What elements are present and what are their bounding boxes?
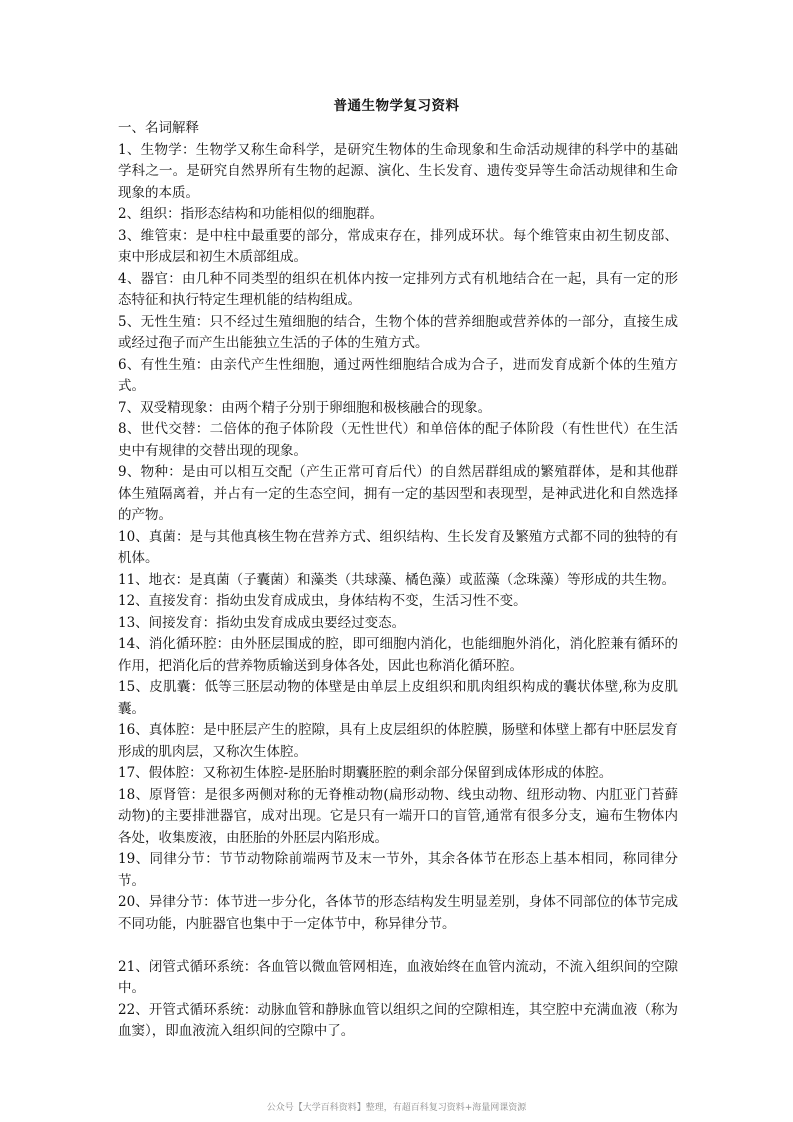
definition-entry-6: 6、有性生殖：由亲代产生性细胞，通过两性细胞结合成为合子，进而发育成新个体的生殖方式。 [118, 356, 678, 394]
definition-entry-1: 1、生物学：生物学又称生命科学，是研究生物体的生命现象和生命活动规律的科学中的基础学科之一。是研究自然界所有生物的起源、演化、生长发育、遗传变异等生命活动规律和生命现象的本质。 [118, 141, 678, 201]
definition-entry-17: 17、假体腔：又称初生体腔-是胚胎时期囊胚腔的剩余部分保留到成体形成的体腔。 [118, 765, 613, 781]
definition-entry-12: 12、直接发育：指幼虫发育成成虫，身体结构不变，生活习性不变。 [118, 593, 527, 609]
definition-entry-8: 8、世代交替：二倍体的孢子体阶段（无性世代）和单倍体的配子体阶段（有性世代）在生活史中有规律的交替出现的现象。 [118, 421, 678, 459]
section-heading: 一、名词解释 [118, 120, 199, 136]
definition-entry-4: 4、器官：由几种不同类型的组织在机体内按一定排列方式有机地结合在一起，具有一定的形态特征和执行特定生理机能的结构组成。 [118, 270, 678, 308]
definition-entry-10: 10、真菌：是与其他真核生物在营养方式、组织结构、生长发育及繁殖方式都不同的独特的有机体。 [118, 528, 678, 566]
footer-watermark: 公众号【大学百科资料】整理，有超百科复习资料+海量网课资源 [266, 1103, 527, 1113]
definition-entry-20: 20、异律分节：体节进一步分化，各体节的形态结构发生明显差别，身体不同部位的体节完成不同功能，内脏器官也集中于一定体节中，称异律分节。 [118, 894, 678, 932]
definition-entry-15: 15、皮肌囊：低等三胚层动物的体壁是由单层上皮组织和肌肉组织构成的囊状体壁,称为皮肌囊。 [118, 679, 678, 717]
definition-entry-7: 7、双受精现象：由两个精子分别于卵细胞和极核融合的现象。 [118, 399, 492, 416]
definition-entry-14: 14、消化循环腔：由外胚层围成的腔，即可细胞内消化，也能细胞外消化，消化腔兼有循环的作用，把消化后的营养物质输送到身体各处，因此也称消化循环腔。 [118, 636, 678, 674]
document-title: 普通生物学复习资料 [333, 98, 460, 114]
definition-entry-22: 22、开管式循环系统：动脉血管和静脉血管以组织之间的空隙相连，其空腔中充满血液（称为血窦），即血液流入组织间的空隙中了。 [118, 1001, 678, 1039]
definition-entry-11: 11、地衣：是真菌（子囊菌）和藻类（共球藻、橘色藻）或蓝藻（念珠藻）等形成的共生物。 [118, 571, 676, 588]
definition-entry-16: 16、真体腔：是中胚层产生的腔隙，具有上皮层组织的体腔膜，肠壁和体壁上都有中胚层发育形成的肌肉层，又称次生体腔。 [118, 722, 678, 760]
definition-entry-21: 21、闭管式循环系统：各血管以微血管网相连，血液始终在血管内流动，不流入组织间的空隙中。 [118, 958, 678, 996]
definition-entry-19: 19、同律分节：节节动物除前端两节及末一节外，其余各体节在形态上基本相同，称同律分节。 [118, 851, 678, 889]
definition-entry-5: 5、无性生殖：只不经过生殖细胞的结合，生物个体的营养细胞或营养体的一部分，直接生成或经过孢子而产生出能独立生活的子体的生殖方式。 [118, 313, 678, 351]
document-body [118, 118, 678, 1043]
definition-entry-9: 9、物种：是由可以相互交配（产生正常可育后代）的自然居群组成的繁殖群体，是和其他群体生殖隔离着，并占有一定的生态空间，拥有一定的基因型和表现型，是神武进化和自然选择的产物。 [118, 464, 678, 523]
definition-entry-13: 13、间接发育：指幼虫发育成成虫要经过变态。 [118, 614, 406, 631]
definition-entry-18: 18、原肾管：是很多两侧对称的无脊椎动物(扁形动物、线虫动物、纽形动物、内肛亚门苔藓动物)的主要排泄器官，成对出现。它是只有一端开口的盲管,通常有很多分支，遍布生物体内各处，收集废液，由胚胎的外胚层内陷形成。 [118, 786, 678, 846]
definition-entry-3: 3、维管束：是中柱中最重要的部分，常成束存在，排列成环状。每个维管束由初生韧皮部、束中形成层和初生木质部组成。 [118, 227, 678, 265]
definition-entry-2: 2、组织：指形态结构和功能相似的细胞群。 [118, 206, 384, 222]
